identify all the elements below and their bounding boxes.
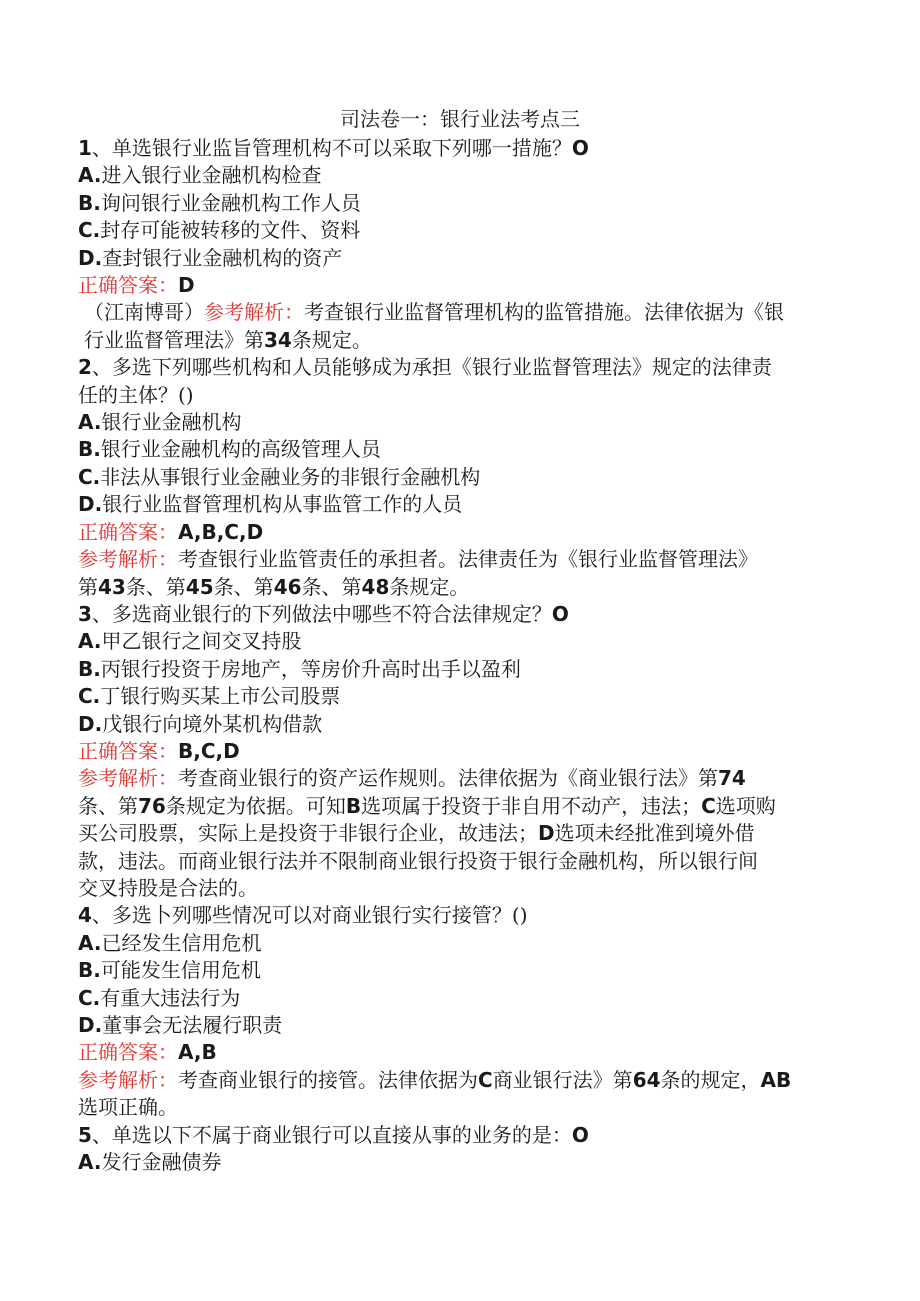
analysis-cont: 交叉持股是合法的。	[78, 875, 258, 900]
answer-label: 正确答案：	[78, 1040, 178, 1065]
question-3-stem: 3、多选商业银行的下列做法中哪些不符合法律规定？O	[78, 601, 569, 626]
option-d: D.查封银行业金融机构的资产	[78, 245, 343, 270]
question-number: 1	[78, 136, 92, 160]
option-d: D.银行业监督管理机构从事监管工作的人员	[78, 492, 463, 517]
analysis: 参考解析：考查商业银行的资产运作规则。法律依据为《商业银行法》第74	[78, 766, 746, 791]
answer-label: 正确答案：	[78, 738, 178, 763]
correct-answer	[78, 519, 838, 546]
option-c: C.非法从事银行业金融业务的非银行金融机构	[78, 464, 481, 489]
option-b: B.可能发生信用危机	[78, 958, 261, 983]
analysis-label: 参考解析：	[78, 1067, 178, 1092]
option-a: A.已经发生信用危机	[78, 930, 262, 955]
analysis: （江南博哥）参考解析：考查银行业监督管理机构的监管措施。法律依据为《银	[84, 300, 784, 325]
option-c: C.有重大违法行为	[78, 985, 241, 1010]
answer-blank: O	[551, 601, 569, 626]
answer-blank: O	[571, 1122, 589, 1147]
question-number: 4	[78, 903, 92, 928]
answer-value: A,B,C,D	[178, 519, 264, 544]
question-1-stem: 1、单选银行业监旨管理机构不可以采取下列哪一措施？O	[78, 136, 589, 160]
question-2-stem: 2、多选下列哪些机构和人员能够成为承担《银行业监督管理法》规定的法律责	[78, 355, 772, 380]
correct-answer	[78, 272, 838, 299]
analysis-cont: 款，违法。而商业银行法并不限制商业银行投资于银行金融机构，所以银行间	[78, 848, 758, 873]
option-a: A.银行业金融机构	[78, 410, 242, 435]
page-title: 司法卷一：银行业法考点三	[340, 107, 580, 131]
answer-value: B,C,D	[178, 738, 240, 763]
option-c: C.封存可能被转移的文件、资料	[78, 218, 361, 243]
answer-blank: O	[571, 136, 589, 160]
option-a: A.进入银行业金融机构检查	[78, 163, 322, 188]
analysis-label: 参考解析：	[204, 300, 304, 325]
question-2-stem-cont: 任的主体？()	[78, 382, 194, 407]
option-b: B.银行业金融机构的高级管理人员	[78, 437, 381, 462]
analysis: 参考解析：考查商业银行的接管。法律依据为C商业银行法》第64条的规定，AB	[78, 1067, 792, 1092]
correct-answer	[78, 738, 838, 765]
analysis: 参考解析：考查银行业监管责任的承担者。法律责任为《银行业监督管理法》	[78, 547, 758, 572]
analysis-cont: 行业监督管理法》第34条规定。	[84, 327, 372, 352]
analysis-cont: 第43条、第45条、第46条、第48条规定。	[78, 574, 470, 599]
answer-label: 正确答案：	[78, 519, 178, 544]
analysis-label: 参考解析：	[78, 547, 178, 572]
analysis-label: 参考解析：	[78, 766, 178, 791]
option-b: B.丙银行投资于房地产，等房价升高时出手以盈利	[78, 656, 521, 681]
question-number: 5	[78, 1122, 92, 1147]
analysis-cont: 选项正确。	[78, 1095, 178, 1120]
question-number: 2	[78, 355, 92, 380]
answer-value: A,B	[178, 1040, 217, 1065]
document-body	[78, 135, 838, 1176]
option-a: A.发行金融债券	[78, 1150, 222, 1175]
question-5-stem: 5、单选以下不属于商业银行可以直接从事的业务的是：O	[78, 1122, 589, 1147]
option-a: A.甲乙银行之间交叉持股	[78, 629, 302, 654]
source-note: （江南博哥）	[84, 300, 204, 325]
option-d: D.戊银行向境外某机构借款	[78, 711, 323, 736]
correct-answer	[78, 1039, 838, 1066]
question-number: 3	[78, 601, 92, 626]
option-c: C.丁银行购买某上市公司股票	[78, 684, 341, 709]
option-b: B.询问银行业金融机构工作人员	[78, 190, 361, 215]
analysis-cont: 买公司股票，实际上是投资于非银行企业，故违法；D选项未经批准到境外借	[78, 821, 755, 846]
question-4-stem: 4、多选卜列哪些情况可以对商业银行实行接管？()	[78, 903, 528, 928]
answer-label: 正确答案：	[78, 273, 178, 298]
option-d: D.董事会无法履行职责	[78, 1013, 283, 1037]
analysis-cont: 条、第76条规定为依据。可知B选项属于投资于非自用不动产，违法；C选项购	[78, 793, 776, 818]
answer-value: D	[178, 273, 195, 298]
